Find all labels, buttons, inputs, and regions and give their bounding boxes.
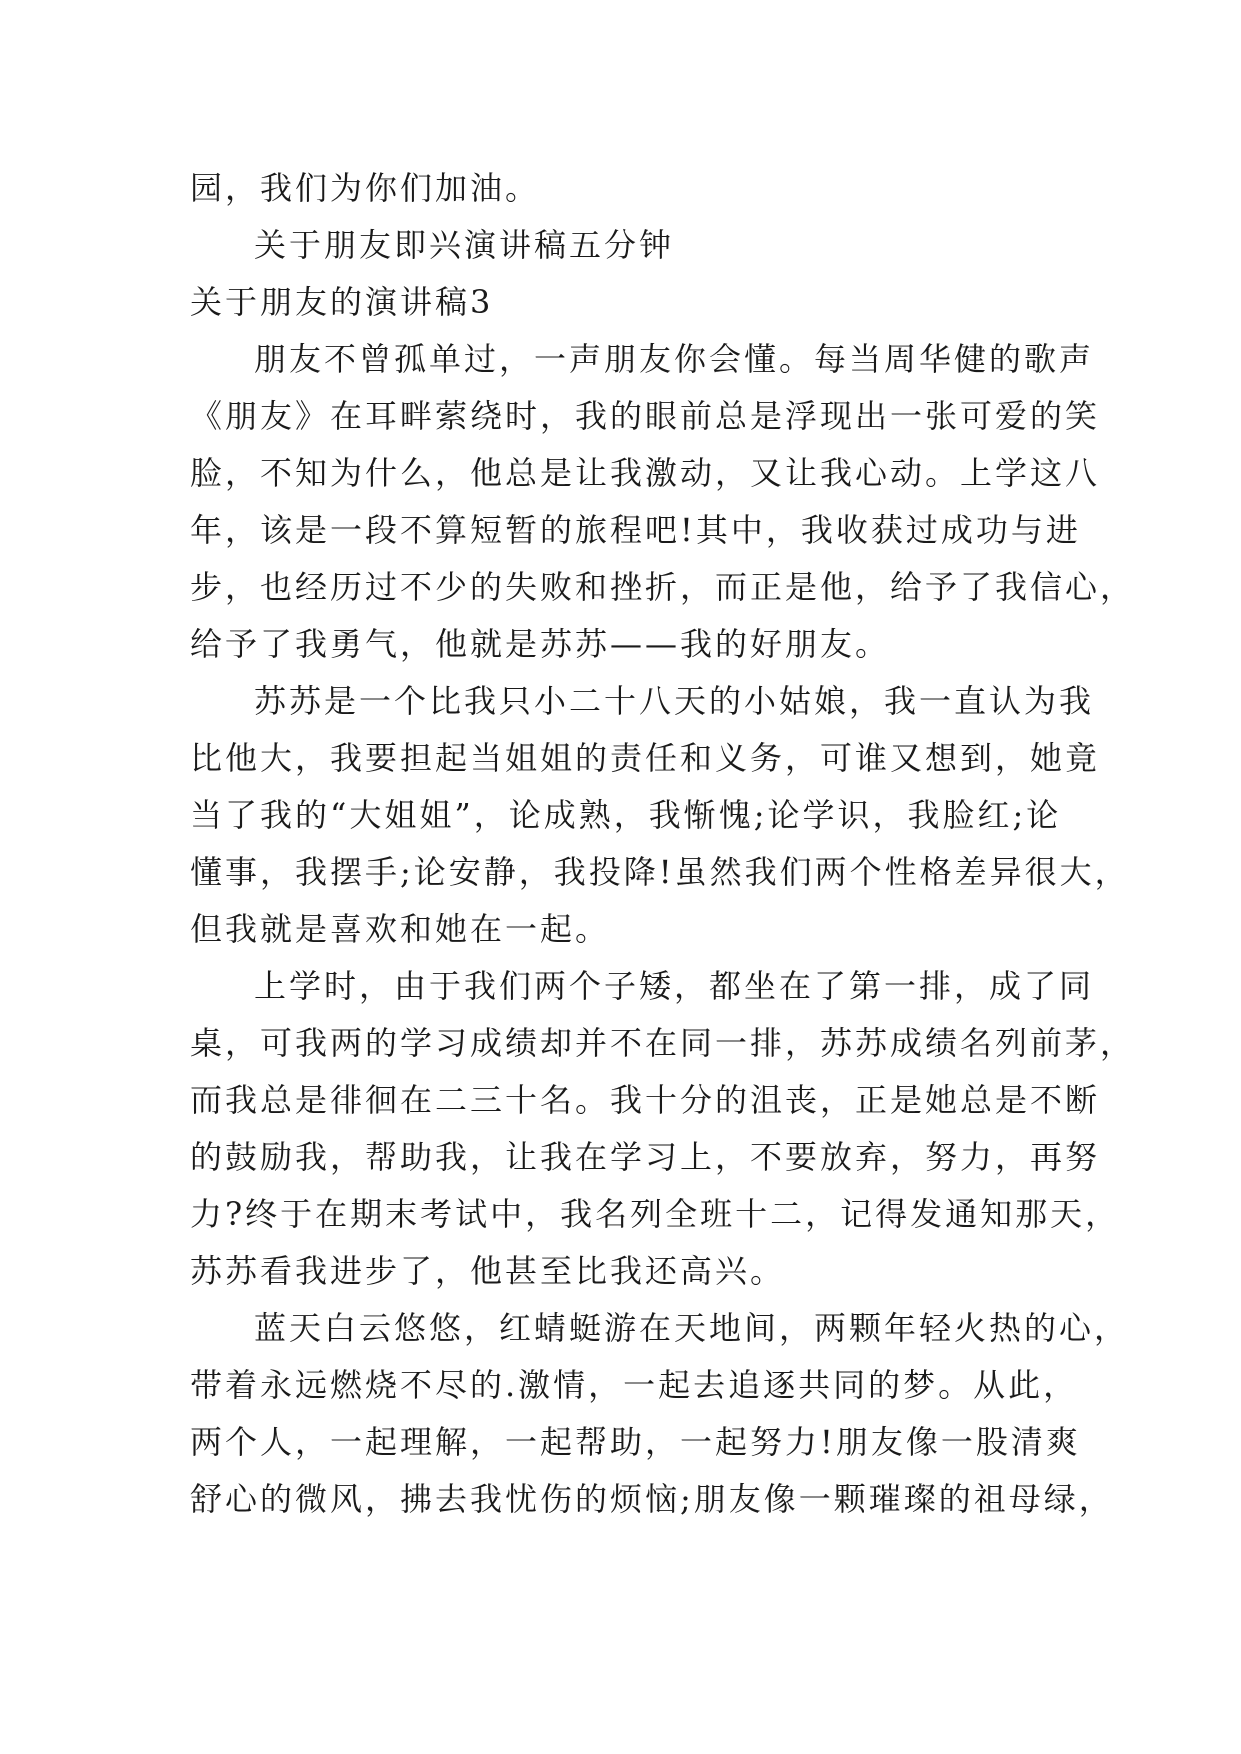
paragraph-start-line: 蓝天白云悠悠，红蜻蜓游在天地间，两颗年轻火热的心， [254,1309,1130,1347]
text-line: 懂事，我摆手;论安静，我投降!虽然我们两个性格差异很大， [190,853,1130,891]
text-line: 给予了我勇气，他就是苏苏——我的好朋友。 [190,625,891,663]
text-line: 的鼓励我，帮助我，让我在学习上，不要放弃，努力，再努 [190,1138,1101,1176]
text-line: 舒心的微风，拂去我忧伤的烦恼;朋友像一颗璀璨的祖母绿， [190,1480,1114,1518]
text-line: 两个人，一起理解，一起帮助，一起努力!朋友像一股清爽 [190,1423,1081,1461]
text-line: 但我就是喜欢和她在一起。 [190,910,611,948]
document-body [190,160,1136,1528]
paragraph-start-line: 苏苏是一个比我只小二十八天的小姑娘，我一直认为我 [254,682,1095,720]
text-line: 《朋友》在耳畔萦绕时，我的眼前总是浮现出一张可爱的笑 [190,397,1101,435]
text-line: 脸，不知为什么，他总是让我激动，又让我心动。上学这八 [190,454,1101,492]
text-line: 园，我们为你们加油。 [190,169,541,207]
paragraph-start-line: 朋友不曾孤单过，一声朋友你会懂。每当周华健的歌声 [254,340,1095,378]
text-line: 而我总是徘徊在二三十名。我十分的沮丧，正是她总是不断 [190,1081,1101,1119]
text-line: 步，也经历过不少的失败和挫折，而正是他，给予了我信心， [190,568,1136,606]
text-line: 比他大，我要担起当姐姐的责任和义务，可谁又想到，她竟 [190,739,1101,777]
paragraph-start-line: 上学时，由于我们两个子矮，都坐在了第一排，成了同 [254,967,1095,1005]
text-line: 年，该是一段不算短暂的旅程吧!其中，我收获过成功与进 [190,511,1081,549]
text-line: 当了我的“大姐姐”，论成熟，我惭愧;论学识，我脸红;论 [190,796,1062,834]
text-line: 苏苏看我进步了，他甚至比我还高兴。 [190,1252,786,1290]
section-subheading: 关于朋友即兴演讲稿五分钟 [254,226,675,264]
text-line: 带着永远燃烧不尽的.激情，一起去追逐共同的梦。从此， [190,1366,1079,1404]
section-heading: 关于朋友的演讲稿3 [190,283,494,321]
text-line: 力?终于在期末考试中，我名列全班十二，记得发通知那天， [190,1195,1121,1233]
text-line: 桌，可我两的学习成绩却并不在同一排，苏苏成绩名列前茅， [190,1024,1136,1062]
